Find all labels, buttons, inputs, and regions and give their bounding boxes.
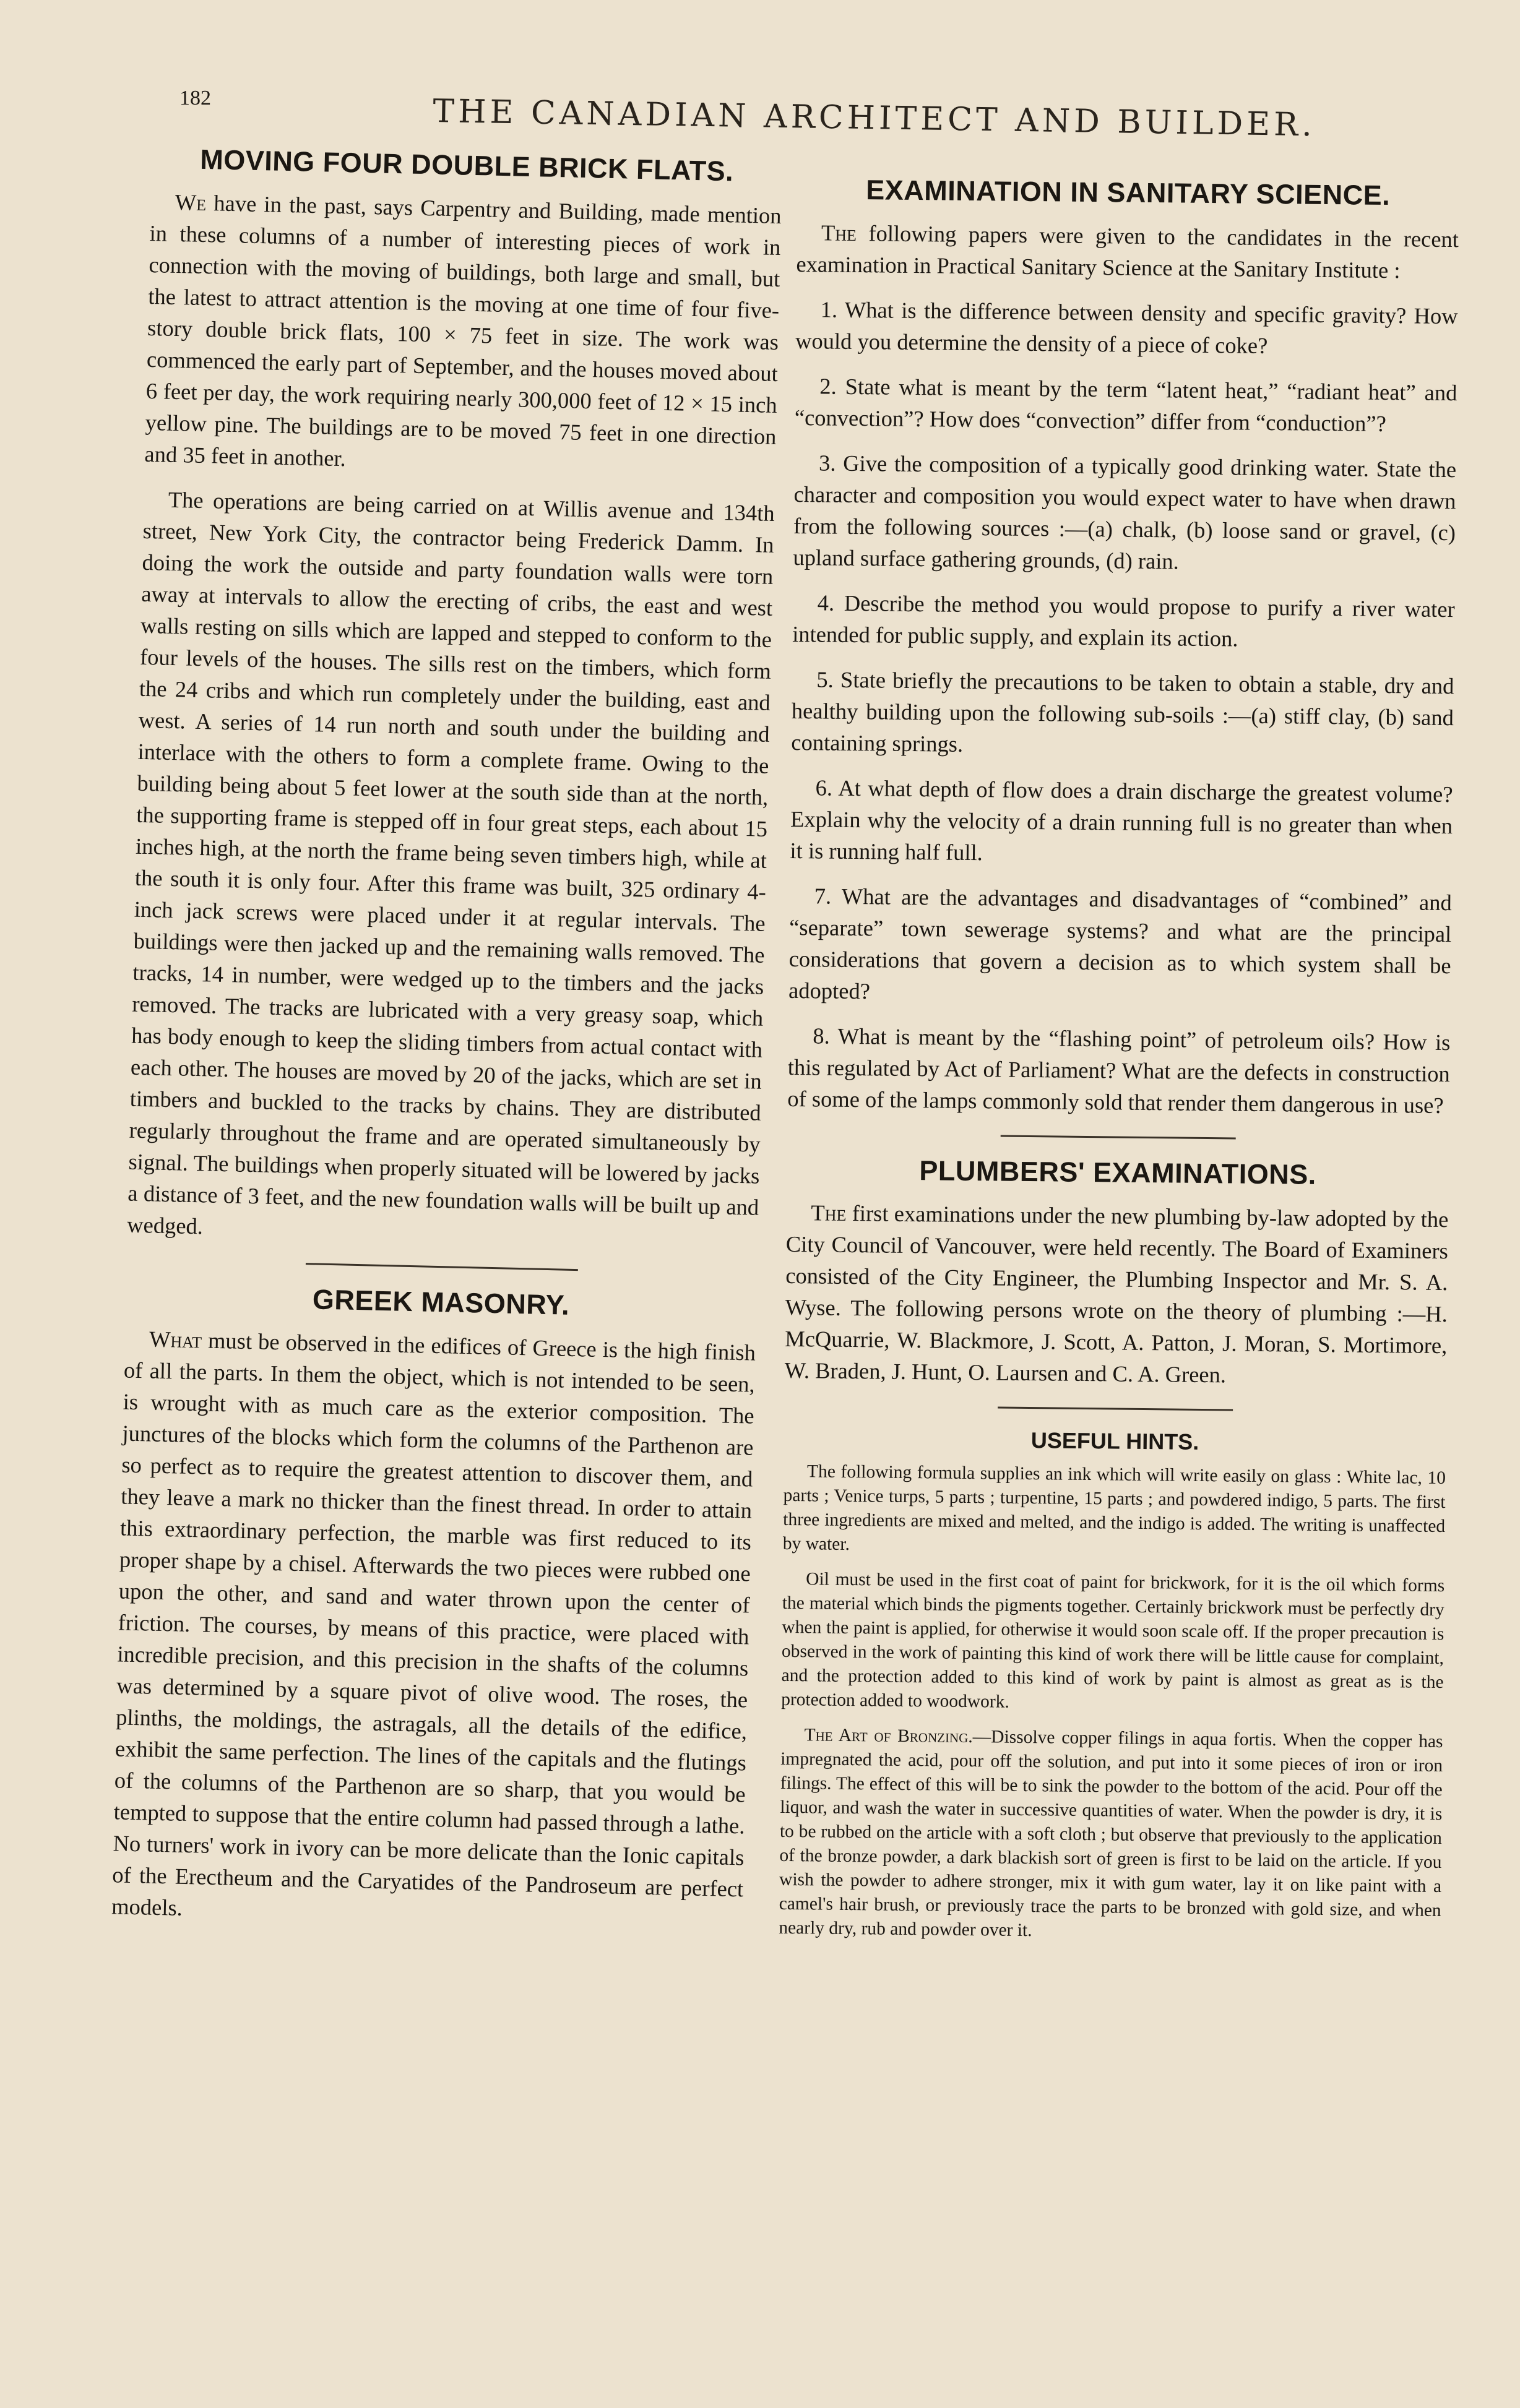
- exam-question-5: 5. State briefly the precautions to be taken to obtain a stable, dry and healthy building upon the following sub-soils :—(a) stiff clay, (b) sand containing springs.: [791, 666, 1454, 757]
- article-title-useful-hints: USEFUL HINTS.: [1030, 1427, 1199, 1455]
- section-divider: [1001, 1135, 1236, 1140]
- exam-question-8: 8. What is meant by the “flashing point” of petroleum oils? How is this regulated by Act of Parliament? What are the defects in construction of some of the lamps commonly sold that render them dangerous in use?: [787, 1023, 1451, 1119]
- article-paragraph: [111, 1323, 756, 1937]
- paragraph-text: following papers were given to the candidates in the recent examination in Practical Sanitary Science at the Sanitary Institute :: [796, 220, 1459, 283]
- section-divider: [998, 1407, 1233, 1411]
- article-paragraph: [144, 186, 782, 484]
- exam-question-4: 4. Describe the method you would propose to purify a river water intended for public supply, and explain its action.: [792, 590, 1455, 651]
- exam-question-7: 7. What are the advantages and disadvantages of “combined” and “separate” town sewerage systems? and what are the principal considerations that govern a decision as to which system shall be adopted?: [788, 883, 1452, 1004]
- exam-question-2: 2. State what is meant by the term “latent heat,” “radiant heat” and “convection”? How does “convection” differ from “conduction”?: [794, 373, 1457, 436]
- hint-paragraph: Oil must be used in the first coat of paint for brickwork, for it is the oil which forms the material which binds the pigments together. Certainly brickwork must be perfectly dry when the paint is applied, for otherwise it would soon scale off. If the proper precaution is observed in the work of painting this kind of work there will be little cause for complaint, and the protection added to this kind of work by paint is almost as great as is the protection added to woodwork.: [780, 1569, 1445, 1712]
- page-number: 182: [179, 87, 211, 110]
- right-column: [779, 173, 1459, 1958]
- article-title-moving-flats: MOVING FOUR DOUBLE BRICK FLATS.: [199, 143, 734, 187]
- article-title-sanitary-exam: EXAMINATION IN SANITARY SCIENCE.: [866, 174, 1391, 212]
- section-divider: [306, 1263, 578, 1271]
- hint-lead: The Art of Bronzing.: [804, 1725, 973, 1747]
- paragraph-text: —Dissolve copper filings in aqua fortis. When the copper has impregnated the acid, pour off the solution, and put into it some pieces of iron or iron filings. The effect of this will be to sink the powder to the bottom of the acid. Pour off the liquor, and wash the water in successive quantities of water. When the powder is dry, it is to be rubbed on the article with a soft cloth ; but observe that previously to the application of the bronze powder, a dark blackish sort of green is first to be laid on the article. If you wish the powder to adhere stronger, mix it with gum water, lay it on like paint with a camel's hair brush, or previously trace the parts to be bronzed with gold size, and when nearly dry, rub and powder over it.: [779, 1727, 1443, 1941]
- paragraph-text: must be observed in the edifices of Greece is the high finish of all the parts. In them the object, which is not intended to be seen, is wrought with as much care as the exterior composition. The junctures of the blocks which form the columns of the Parthenon are so perfect as to require the greatest attention to discover them, and they leave a mark no thicker than the finest thread. In order to attain this extraordinary perfection, the marble was first reduced to its proper shape by a chisel. Afterwards the two pieces were rubbed one upon the other, and sand and water thrown upon the center of friction. The courses, by means of this practice, were placed with incredible precision, and this precision in the shafts of the columns was determined by a square pivot of olive wood. The roses, the plinths, the moldings, the astragals, all the details of the edifice, exhibit the same perfection. The lines of the capitals and the flutings of the columns of the Parthenon are so sharp, that you would be tempted to suppose that the entire column had passed through a lathe. No turners' work in ivory can be more delicate than the Ionic capitals of the Erectheum and the Caryatides of the Pandroseum are perfect models.: [111, 1327, 756, 1920]
- lead-word: The: [811, 1200, 847, 1226]
- article-title-greek-masonry: GREEK MASONRY.: [312, 1283, 570, 1321]
- lead-word: We: [175, 189, 207, 216]
- article-paragraph: [784, 1197, 1448, 1393]
- paragraph-text: first examinations under the new plumbing by-law adopted by the City Council of Vancouver, were held recently. The Board of Examiners consisted of the City Engineer, the Plumbing Inspector and Mr. S. A. Wyse. The following persons wrote on the theory of plumbing :—H. McQuarrie, W. Blackmore, J. Scott, A. Patton, J. Moran, S. Mortimore, W. Braden, J. Hunt, O. Laursen and C. A. Green.: [784, 1200, 1449, 1388]
- left-column: [111, 142, 783, 1950]
- exam-question-6: 6. At what depth of flow does a drain discharge the greatest volume? Explain why the velocity of a drain running full is no greater than when it is running half full.: [790, 775, 1453, 866]
- hint-paragraph: The following formula supplies an ink which will write easily on glass : White lac, 10 parts ; Venice turps, 5 parts ; turpentine, 15 parts ; and powdered indigo, 5 parts. The first three ingredients are mixed and melted, and the indigo is added. The writing is unaffected by water.: [782, 1461, 1446, 1555]
- lead-word: What: [149, 1326, 202, 1353]
- paragraph-text: have in the past, says Carpentry and Building, made mention in these columns of a number of interesting pieces of work in connection with the moving of buildings, both large and small, but the latest to attract attention is the moving at one time of four five-story double brick flats, 100 × 75 feet in size. The work was commenced the early part of September, and the houses moved about 6 feet per day, the work requiring nearly 300,000 feet of 12 × 15 inch yellow pine. The buildings are to be moved 75 feet in one direction and 35 feet in another.: [144, 190, 782, 471]
- article-paragraph: [796, 217, 1459, 286]
- masthead-title: THE CANADIAN ARCHITECT AND BUILDER.: [433, 93, 1316, 144]
- article-title-plumbers: PLUMBERS' EXAMINATIONS.: [919, 1155, 1317, 1190]
- article-paragraph: The operations are being carried on at Willis avenue and 134th street, New York City, the contractor being Frederick Damm. In doing the work the outside and party foundation walls were torn away at intervals to allow the erecting of cribs, the east and west walls resting on sills which are lapped and stepped to conform to the four levels of the houses. The sills rest on the timbers, which form the 24 cribs and which run completely under the building, east and west. A series of 14 run north and south under the building and interlace with the others to form a complete frame. Owing to the building being about 5 feet lower at the south side than at the north, the supporting frame is stepped off in four great steps, each about 15 inches high, at the north the frame being seven timbers high, while at the south it is only four. After this frame was built, 325 ordinary 4-inch jack screws were placed under it at regular intervals. The buildings were then jacked up and the remaining walls removed. The tracks, 14 in number, were wedged up to the timbers and the jacks removed. The tracks are lubricated with a very greasy soap, which has body enough to keep the sliding timbers from actual contact with each other. The houses are moved by 20 of the jacks, which are set in timbers and buckled to the tracks by chains. They are distributed regularly throughout the frame and are operated simultaneously by signal. The buildings when properly situated will be lowered by jacks a distance of 3 feet, and the new foundation walls will be built up and wedged.: [126, 486, 775, 1239]
- exam-question-1: 1. What is the difference between density and specific gravity? How would you determine the density of a piece of coke?: [795, 296, 1458, 358]
- lead-word: The: [821, 220, 857, 246]
- hint-paragraph: [779, 1723, 1443, 1947]
- exam-question-3: 3. Give the composition of a typically good drinking water. State the character and composition you would expect water to have when drawn from the following sources :—(a) chalk, (b) loose sand or gravel, (c) upland surface gathering grounds, (d) rain.: [793, 450, 1457, 574]
